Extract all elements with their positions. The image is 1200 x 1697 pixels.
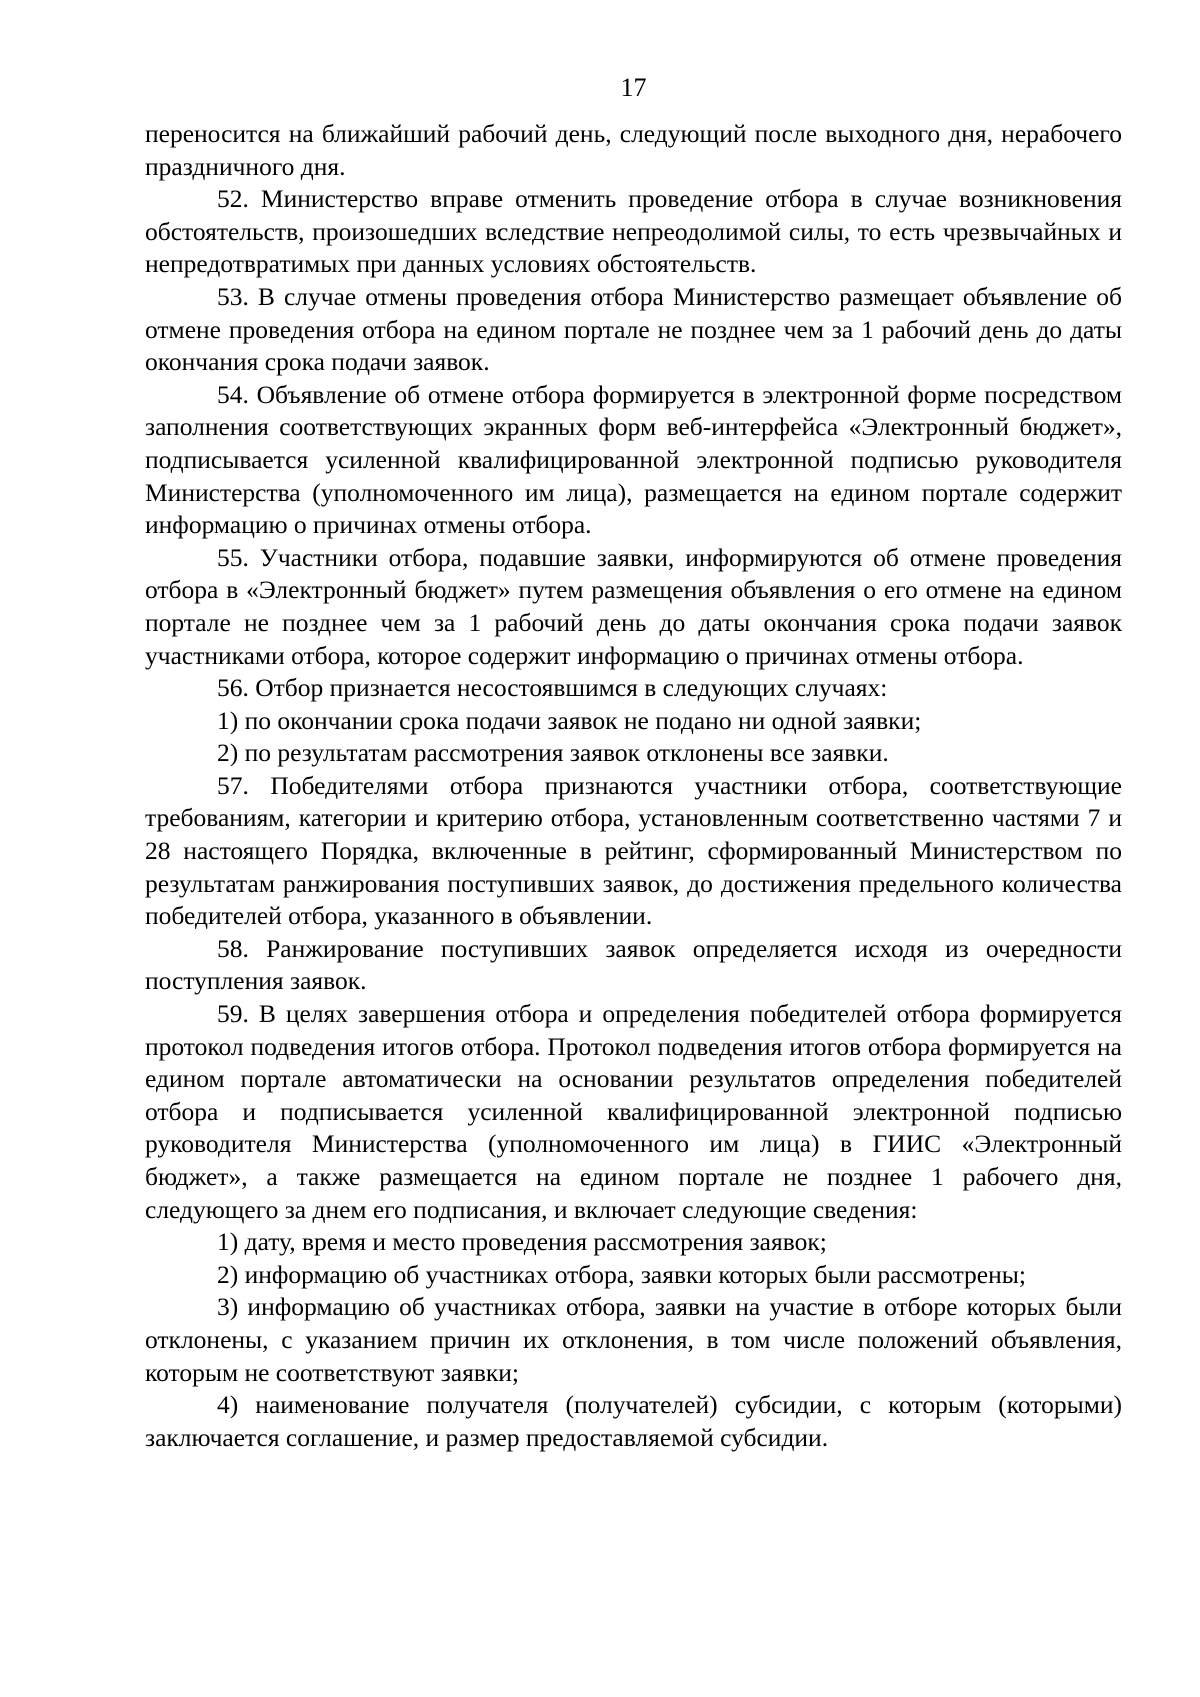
paragraph: 1) дату, время и место проведения рассмотрения заявок;	[217, 1227, 827, 1257]
paragraph: 59. В целях завершения отбора и определения победителей отбора формируется протокол подведения итогов отбора. Протокол подведения итогов отбора формируется на едином портале автоматически на основании результатов определения победителей отбора и подписывается усиленной квалифицированной электронной подписью руководителя Министерства (уполномоченного им лица) в ГИИС «Электронный бюджет», а также размещается на едином портале не позднее 1 рабочего дня, следующего за днем его подписания, и включает следующие сведения:	[145, 999, 1122, 1224]
paragraph: 58. Ранжирование поступивших заявок определяется исходя из очередности поступления заявок.	[145, 933, 1122, 996]
page-number: 17	[620, 73, 647, 102]
paragraph: 53. В случае отмены проведения отбора Министерство размещает объявление об отмене проведения отбора на едином портале не позднее чем за 1 рабочий день до даты окончания срока подачи заявок.	[145, 281, 1122, 377]
document-body	[145, 118, 1122, 1454]
paragraph: 57. Победителями отбора признаются участники отбора, соответствующие требованиям, категории и критерию отбора, установленным соответственно частями 7 и 28 настоящего Порядка, включенные в рейтинг, сформированный Министерством по результатам ранжирования поступивших заявок, до достижения предельного количества победителей отбора, указанного в объявлении.	[145, 770, 1122, 931]
paragraph: 3) информацию об участниках отбора, заявки на участие в отборе которых были отклонены, с указанием причин их отклонения, в том числе положений объявления, которым не соответствуют заявки;	[145, 1292, 1122, 1387]
paragraph: 4) наименование получателя (получателей) субсидии, с которым (которыми) заключается соглашение, и размер предоставляемой субсидии.	[145, 1390, 1122, 1452]
paragraph: 56. Отбор признается несостоявшимся в следующих случаях:	[217, 673, 888, 703]
paragraph: 54. Объявление об отмене отбора формируется в электронной форме посредством заполнения соответствующих экранных форм веб-интерфейса «Электронный бюджет», подписывается усиленной квалифицированной электронной подписью руководителя Министерства (уполномоченного им лица), размещается на едином портале содержит информацию о причинах отмены отбора.	[145, 379, 1122, 540]
paragraph: 2) по результатам рассмотрения заявок отклонены все заявки.	[217, 738, 889, 768]
paragraph: переносится на ближайший рабочий день, следующий после выходного дня, нерабочего праздничного дня.	[145, 119, 1122, 181]
paragraph: 1) по окончании срока подачи заявок не подано ни одной заявки;	[217, 705, 922, 735]
paragraph: 2) информацию об участниках отбора, заявки которых были рассмотрены;	[217, 1259, 1026, 1289]
document-page	[145, 72, 1122, 1454]
paragraph: 55. Участники отбора, подавшие заявки, информируются об отмене проведения отбора в «Электронный бюджет» путем размещения объявления о его отмене на едином портале не позднее чем за 1 рабочий день до даты окончания срока подачи заявок участниками отбора, которое содержит информацию о причинах отмены отбора.	[145, 542, 1122, 670]
paragraph: 52. Министерство вправе отменить проведение отбора в случае возникновения обстоятельств, произошедших вследствие непреодолимой силы, то есть чрезвычайных и непредотвратимых при данных условиях обстоятельств.	[145, 184, 1122, 279]
